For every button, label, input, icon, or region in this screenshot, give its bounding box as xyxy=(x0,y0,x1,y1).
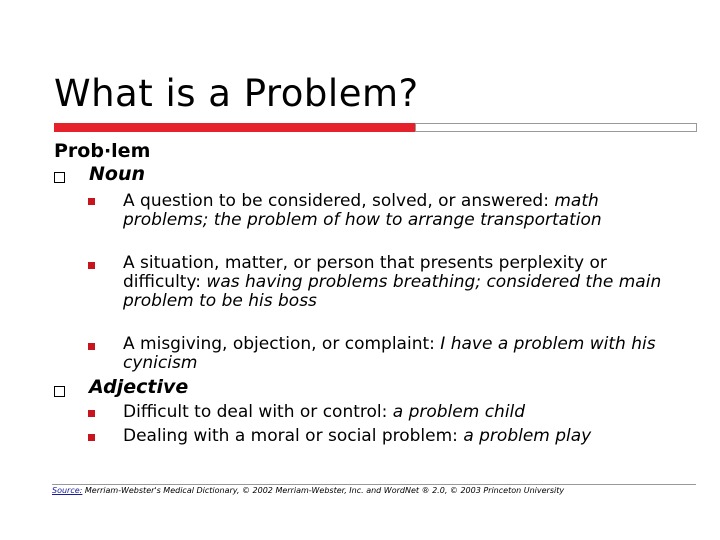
headword: Prob·lem xyxy=(54,140,151,162)
definition-text: A question to be considered, solved, or answered: xyxy=(123,191,549,211)
source-divider xyxy=(52,484,696,485)
definition-item xyxy=(123,403,683,422)
red-square-bullet-icon xyxy=(88,410,95,417)
definition-text: A situation, matter, or person that presents perplexity or difficulty: xyxy=(123,253,607,292)
source-text: Merriam-Webster's Medical Dictionary, © 2002 Merriam-Webster, Inc. and WordNet ® 2.0, © 2003 Princeton University xyxy=(84,486,565,495)
slide-title: What is a Problem? xyxy=(54,72,419,115)
hollow-square-bullet-icon xyxy=(54,386,65,397)
definition-item xyxy=(123,254,683,311)
source-citation xyxy=(52,486,564,495)
definition-example: was having problems breathing; considered the main problem to be his boss xyxy=(123,272,662,311)
source-label: Source: xyxy=(52,486,83,495)
definition-item xyxy=(123,427,683,446)
definition-item xyxy=(123,192,683,230)
definition-item xyxy=(123,335,683,373)
definition-text: Difficult to deal with or control: xyxy=(123,402,388,422)
definition-example: I have a problem with his cynicism xyxy=(123,334,656,373)
definition-example: a problem child xyxy=(392,402,526,422)
definition-example: math problems; the problem of how to arrange transportation xyxy=(123,191,602,230)
hollow-square-bullet-icon xyxy=(54,172,65,183)
red-square-bullet-icon xyxy=(88,343,95,350)
red-square-bullet-icon xyxy=(88,198,95,205)
title-accent-box xyxy=(415,123,697,132)
definition-example: a problem play xyxy=(463,426,592,446)
definition-text: A misgiving, objection, or complaint: xyxy=(123,334,435,354)
section-label-adjective: Adjective xyxy=(89,376,189,398)
red-square-bullet-icon xyxy=(88,262,95,269)
red-square-bullet-icon xyxy=(88,434,95,441)
definition-text: Dealing with a moral or social problem: xyxy=(123,426,458,446)
section-label-noun: Noun xyxy=(89,163,146,185)
title-accent-bar xyxy=(54,123,415,132)
